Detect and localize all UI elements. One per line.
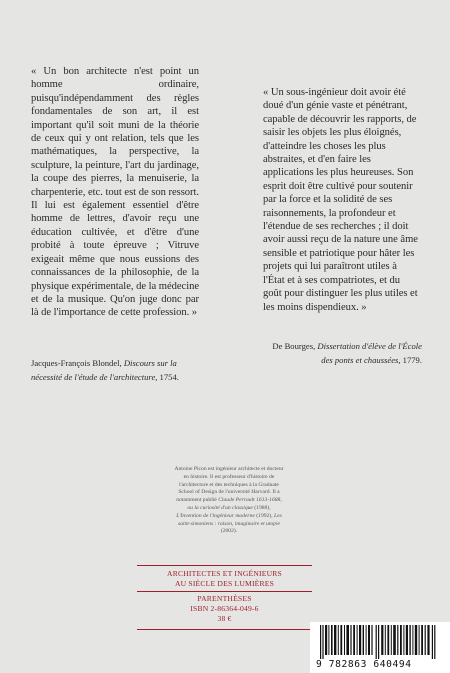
bio-book-1-year: (1988),: [252, 504, 271, 511]
bio-book-3-year: (2002).: [220, 528, 238, 535]
barcode: [310, 622, 450, 673]
de-bourges-work-title: Dissertation d'élève de l'École des ponts et chaussées,: [317, 341, 422, 365]
publisher-info: [137, 594, 312, 623]
bio-book-1: Claude Perrault 1613-1688, ou la curiosité d'un classique: [187, 497, 282, 511]
series-title-line-1: ARCHITECTES ET INGÉNIEURS: [167, 569, 282, 578]
isbn: ISBN 2-86364-049-6: [190, 603, 259, 613]
price: 38 €: [217, 613, 232, 623]
blondel-year: 1754.: [157, 372, 179, 382]
de-bourges-attribution: [266, 339, 422, 367]
series-title: [137, 569, 312, 588]
bio-book-2: L'Invention de l'ingénieur moderne: [176, 512, 255, 519]
bio-book-3: Les saint-simoniens : raison, imaginaire et utopie: [177, 512, 282, 527]
barcode-bars: [320, 625, 438, 659]
top-divider: [137, 565, 312, 566]
de-bourges-quote: « Un sous-ingénieur doit avoir été doué d'un génie vaste et pénétrant, capable de découvrir les rapports, de saisir les objets les plus éloignés, d'atteindre les choses les plus abstraites, et d'en faire les applications les plus heureuses. Son esprit doit être cultivé pour soutenir par la force et la solidité de ses raisonnements, la profondeur et l'étendue de ses recherches ; il doit avoir aussi reçu de la nature une âme sensible et patriotique pour hâter les projets qui lui paraîtront utiles à l'État et à ses compatriotes, et du goût pour distinguer les plus utiles et les moins dispendieux. »: [263, 87, 418, 313]
bio-intro: Antoine Picon est ingénieur architecte et docteur en histoire. Il est professeur d'histoire de l'architecture et des techniques à la Graduate School of Design de l'université Harvard. Il a notamment publié: [174, 466, 284, 504]
author-biography: [174, 466, 284, 536]
blondel-attribution: [31, 356, 203, 384]
de-bourges-year: 1779.: [400, 355, 422, 365]
series-title-line-2: AU SIÈCLE DES LUMIÈRES: [174, 578, 275, 588]
barcode-number: 9 782863 640494: [316, 659, 412, 670]
blondel-work-title: Discours sur la nécessité de l'étude de l'architecture,: [31, 358, 177, 382]
bottom-divider: [137, 629, 312, 630]
publisher-name: PARENTHÈSES: [197, 594, 252, 603]
blondel-quote: « Un bon architecte n'est point un homme ordinaire, puisqu'indépendamment des règles fondamentales de son art, il est important qu'il soit muni de la théorie de ceux qui y ont relation, tels que les mathématiques, la perspective, la sculpture, la peinture, l'art du jardinage, la coupe des pierres, la menuiserie, la charpenterie, etc. tout est de son ressort. Il lui est également essentiel d'être homme de lettres, d'avoir reçu une éducation cultivée, et d'être d'une probité à toute épreuve ; Vitruve exigeait même que nous eussions des connaissances de la philosophie, de la physique expérimentale, de la médecine et de la musique. Qu'on juge donc par là de l'importance de cette profession. »: [31, 66, 199, 319]
blondel-author: Jacques-François Blondel,: [31, 358, 124, 368]
bio-book-2-year: (1992),: [254, 512, 274, 519]
middle-divider: [137, 591, 312, 592]
de-bourges-author: De Bourges,: [272, 341, 318, 351]
